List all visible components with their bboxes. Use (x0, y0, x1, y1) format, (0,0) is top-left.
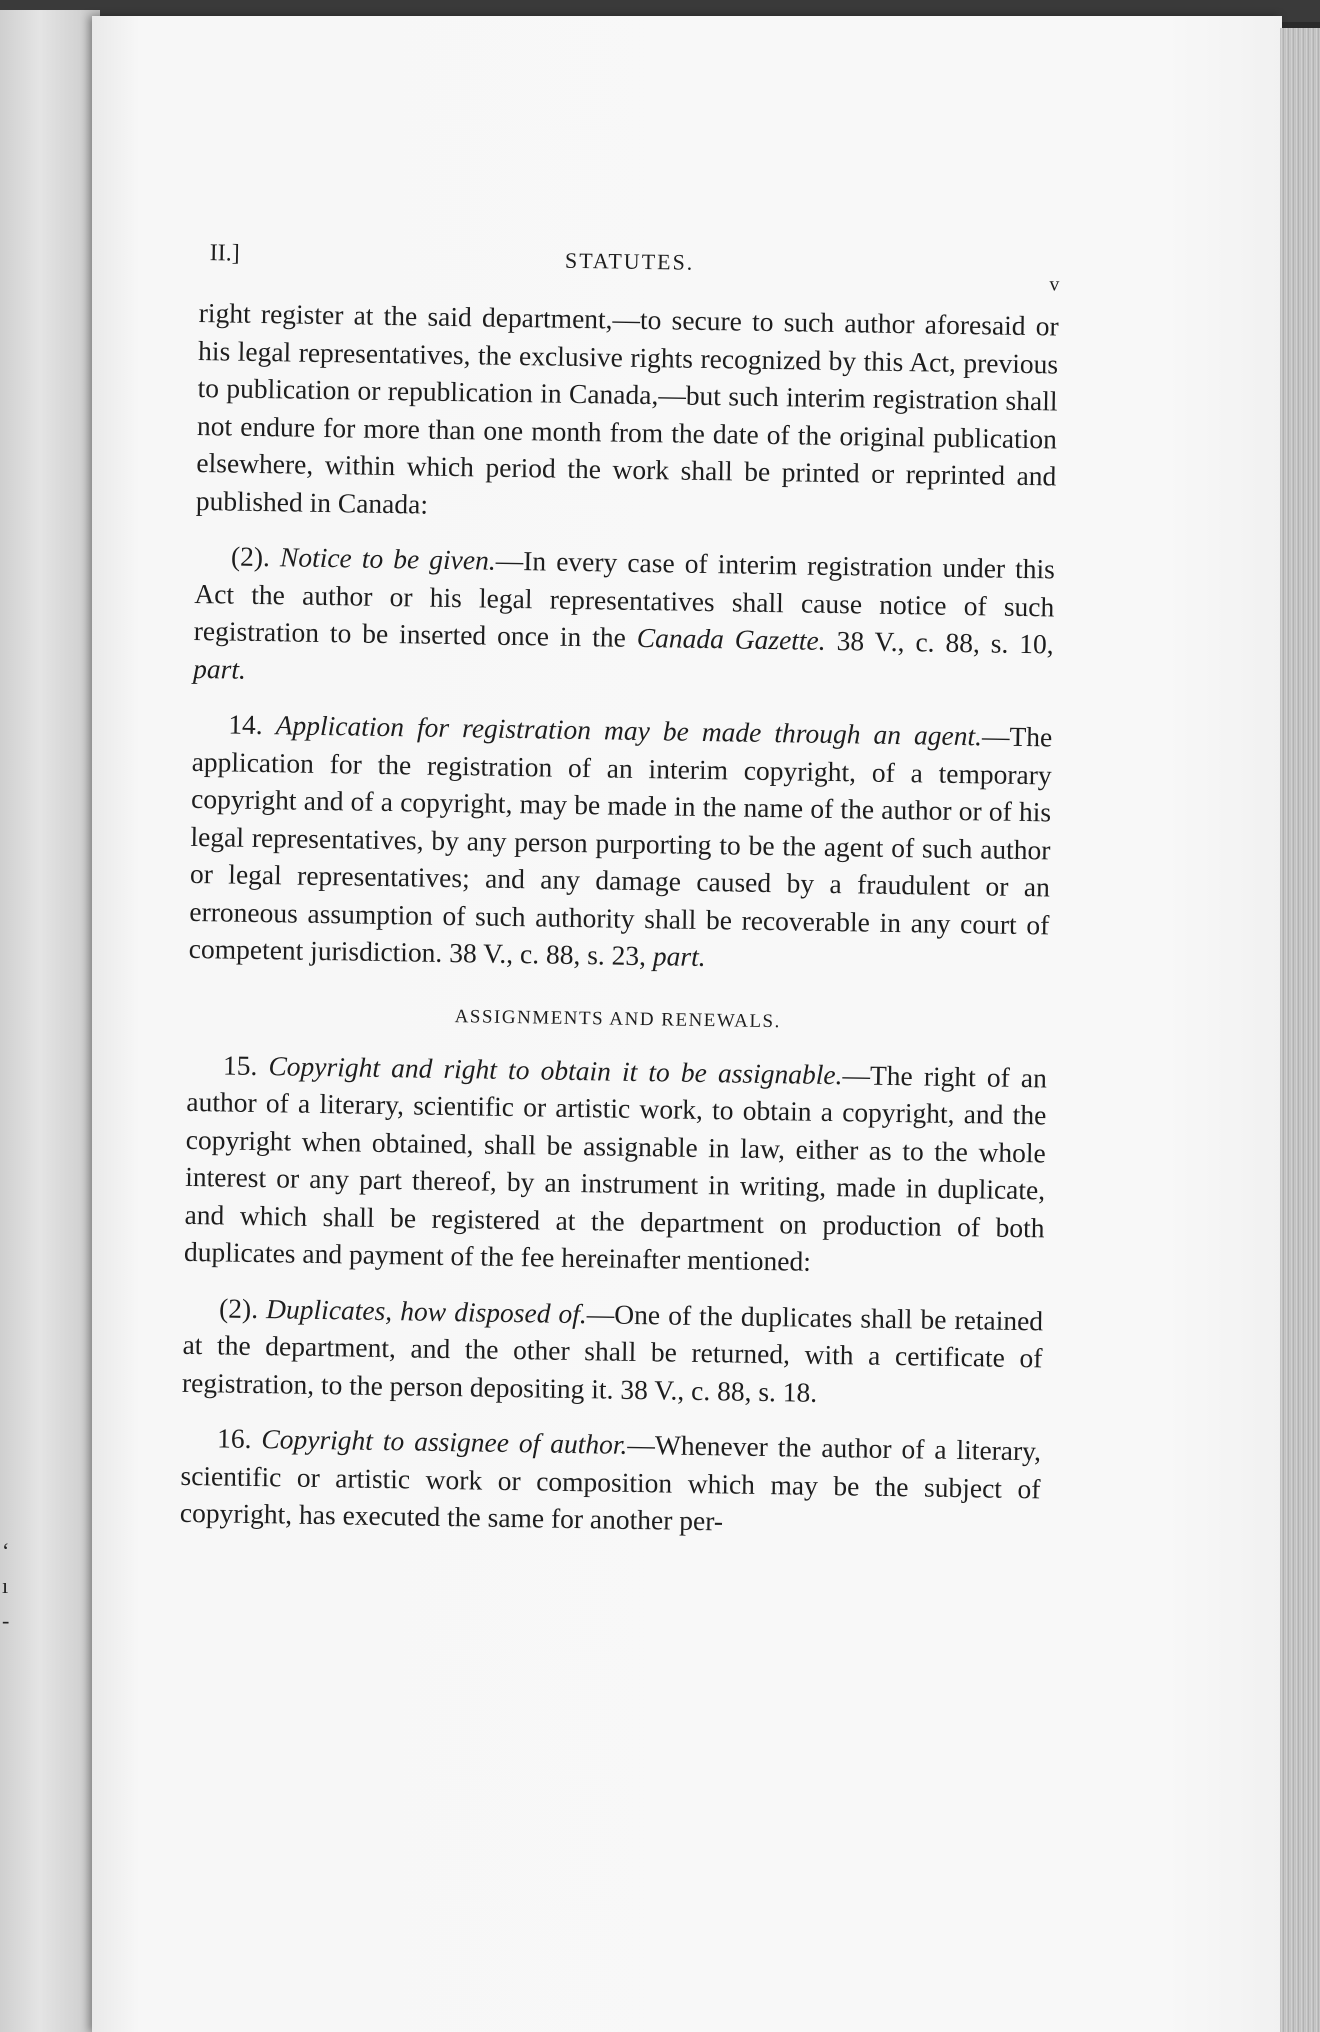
italic-title: Canada Gazette. (636, 621, 826, 656)
paragraph-body: —The application for the registration of an interim copyright, of a temporary copyright and of a copyright, may be made in the name of the author or of his legal representatives, by any person purporting to be the agent of such author or legal representatives; and any damage caused by a fraudulent or an erroneous assumption of such authority shall be recoverable in any court of competent jurisdiction. (188, 720, 1053, 968)
facing-page-fragment: - (2, 1608, 10, 1633)
paragraph-section (189, 705, 1053, 981)
paragraph-body: —Whenever the author of a literary, scientific or artistic work or composition which may be the subject of copyright, has executed the same for another per- (179, 1428, 1042, 1537)
citation: 38 V., c. 88, s. 23, (442, 936, 654, 972)
citation-italic: part. (652, 940, 706, 973)
paragraph-body: —The right of an author of a literary, scientific or artistic work, to obtain a copyright, and the copyright when obtained, shall be assignable in law, either as to the whole interest or any part thereof, by an instrument in writing, made in duplicate, and which shall be registered at the department on production of both duplicates and payment of the fee hereinafter mentioned: (183, 1058, 1048, 1277)
paragraph-section (180, 1419, 1042, 1545)
page-number: v (1049, 273, 1060, 296)
facing-page-edge (0, 10, 100, 2032)
subsection-number: (2). (230, 540, 271, 573)
marginal-note: Copyright to assignee of author. (261, 1423, 628, 1460)
paragraph-body: —In every case of interim registration under this Act the author or his legal representatives shall cause notice of such registration to be inserted once in the (193, 544, 1056, 653)
subsection-number: (2). (218, 1291, 259, 1324)
paragraph-subsection (193, 537, 1055, 700)
citation-italic: part. (192, 652, 247, 685)
paragraph-continuation: right register at the said department,—to secure to such author aforesaid or his legal representatives, the exclusive rights recognized by this Act, previous to publication or republication in Canada,—but such interim registration shall not endure for more than one month from the date of the original publication elsewhere, within which period the work shall be printed or reprinted and published in Canada: (195, 296, 1059, 520)
marginal-note: Duplicates, how disposed of. (265, 1292, 588, 1329)
facing-page-fragment: ı (2, 1573, 9, 1598)
running-title: STATUTES. (564, 247, 695, 275)
citation: 38 V., c. 88, s. 10, (825, 624, 1054, 660)
page-text (180, 236, 1060, 1545)
marginal-note: Notice to be given. (279, 541, 497, 576)
paragraph-subsection (182, 1288, 1044, 1414)
paragraph-body: —One of the duplicates shall be retained at the department, and the other shall be returned, with a certificate of registration, to the person depositing it. (181, 1297, 1044, 1405)
section-number: 14. (228, 708, 263, 741)
facing-page-fragment: ‘ (2, 1538, 10, 1563)
section-heading: ASSIGNMENTS AND RENEWALS. (454, 1005, 782, 1032)
page-stack-edge (1280, 28, 1320, 2032)
paragraph-section (184, 1045, 1047, 1283)
section-number: 15. (222, 1048, 258, 1081)
marginal-note: Copyright and right to obtain it to be assignable. (268, 1049, 843, 1090)
section-number: 16. (216, 1422, 252, 1454)
part-number: II.] (209, 240, 240, 267)
citation: 38 V., c. 88, s. 18. (613, 1373, 818, 1408)
marginal-note: Application for registration may be made through an agent. (275, 709, 983, 752)
